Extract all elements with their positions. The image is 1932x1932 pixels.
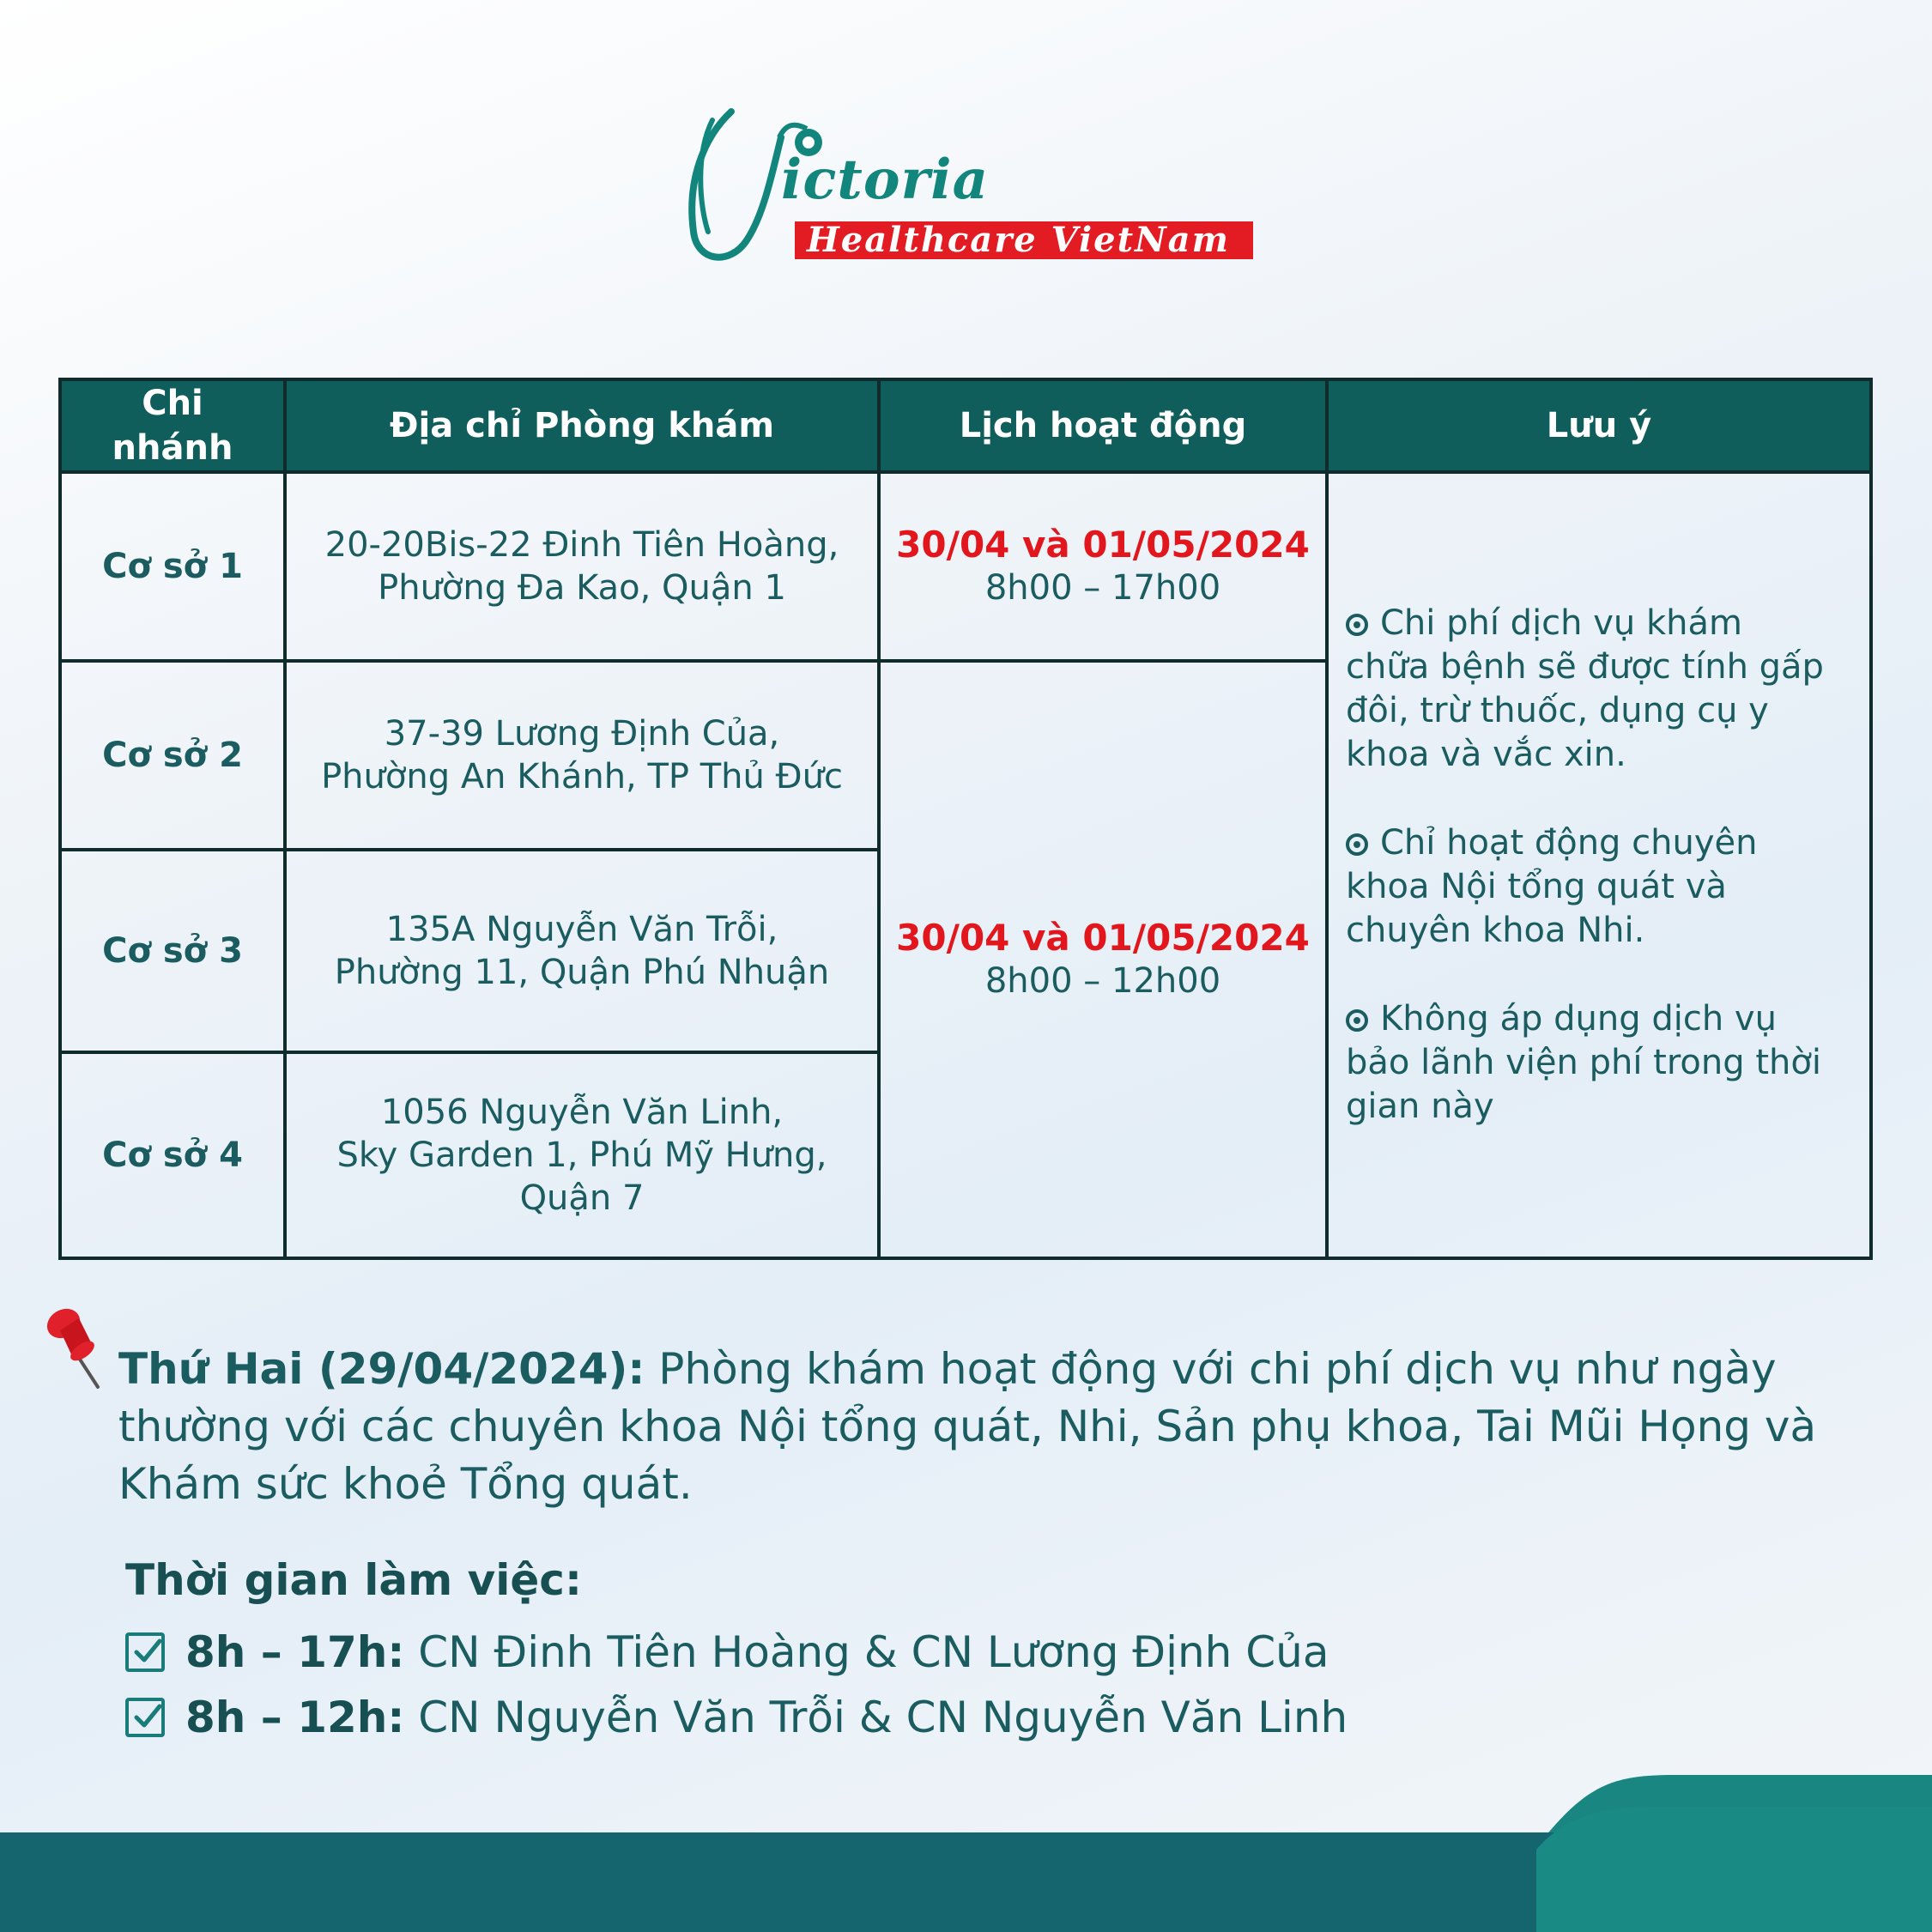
branch-cell: Cơ sở 3 xyxy=(60,850,285,1052)
checkbox-checked-icon xyxy=(125,1698,165,1737)
branch-cell: Cơ sở 1 xyxy=(60,472,285,661)
schedule-date: 30/04 và 01/05/2024 xyxy=(896,524,1310,566)
note-item: Chỉ hoạt động chuyên khoa Nội tổng quát và chuyên khoa Nhi. xyxy=(1346,823,1758,950)
address-cell: 1056 Nguyễn Văn Linh, Sky Garden 1, Phú Mỹ Hưng, Quận 7 xyxy=(285,1052,879,1258)
note-item: Không áp dụng dịch vụ bảo lãnh viện phí trong thời gian này xyxy=(1346,999,1821,1126)
table-row xyxy=(60,472,1871,661)
working-hours-title: Thời gian làm việc: xyxy=(125,1555,582,1605)
working-hours-branches: CN Nguyễn Văn Trỗi & CN Nguyễn Văn Linh xyxy=(404,1693,1348,1742)
radio-bullet-icon xyxy=(1346,614,1368,636)
notes-cell xyxy=(1327,472,1871,1258)
monday-label: Thứ Hai (29/04/2024): xyxy=(118,1344,645,1394)
header-address: Địa chỉ Phòng khám xyxy=(285,379,879,472)
logo-subtitle: Healthcare VietNam xyxy=(807,220,1230,260)
pushpin-icon xyxy=(41,1305,110,1390)
header-notes: Lưu ý xyxy=(1327,379,1871,472)
branch-cell: Cơ sở 4 xyxy=(60,1052,285,1258)
address-cell: 37-39 Lương Định Của, Phường An Khánh, TP Thủ Đức xyxy=(285,661,879,850)
holiday-schedule-table xyxy=(58,378,1873,1260)
working-hours-item xyxy=(125,1627,1329,1677)
working-hours-time: 8h – 17h: xyxy=(185,1627,405,1677)
working-hours-item xyxy=(125,1693,1348,1742)
schedule-cell xyxy=(879,661,1327,1258)
address-cell: 135A Nguyễn Văn Trỗi, Phường 11, Quận Phú Nhuận xyxy=(285,850,879,1052)
note-item: Chi phí dịch vụ khám chữa bệnh sẽ được tính gấp đôi, trừ thuốc, dụng cụ y khoa và vắc xin. xyxy=(1346,603,1824,774)
monday-notice xyxy=(118,1341,1887,1513)
table-header-row xyxy=(60,379,1871,472)
schedule-hours: 8h00 – 12h00 xyxy=(984,961,1221,1001)
footer-wave xyxy=(0,1768,1932,1932)
branch-cell: Cơ sở 2 xyxy=(60,661,285,850)
header-schedule: Lịch hoạt động xyxy=(879,379,1327,472)
radio-bullet-icon xyxy=(1346,1009,1368,1032)
schedule-cell xyxy=(879,472,1327,661)
schedule-date: 30/04 và 01/05/2024 xyxy=(896,917,1310,959)
radio-bullet-icon xyxy=(1346,833,1368,856)
logo-wordmark: ictoria xyxy=(781,148,990,212)
header-branch: Chi nhánh xyxy=(60,379,285,472)
monday-text: Phòng khám hoạt động với chi phí dịch vụ như ngày thường với các chuyên khoa Nội tổng quát, Nhi, Sản phụ khoa, Tai Mũi Họng và Khám sức khoẻ Tổng quát. xyxy=(118,1344,1817,1509)
brand-logo xyxy=(678,103,1262,266)
schedule-hours: 8h00 – 17h00 xyxy=(984,568,1221,608)
address-cell: 20-20Bis-22 Đinh Tiên Hoàng, Phường Đa Kao, Quận 1 xyxy=(285,472,879,661)
working-hours-branches: CN Đinh Tiên Hoàng & CN Lương Định Của xyxy=(404,1627,1329,1677)
checkbox-checked-icon xyxy=(125,1632,165,1672)
working-hours-time: 8h – 12h: xyxy=(185,1693,405,1742)
